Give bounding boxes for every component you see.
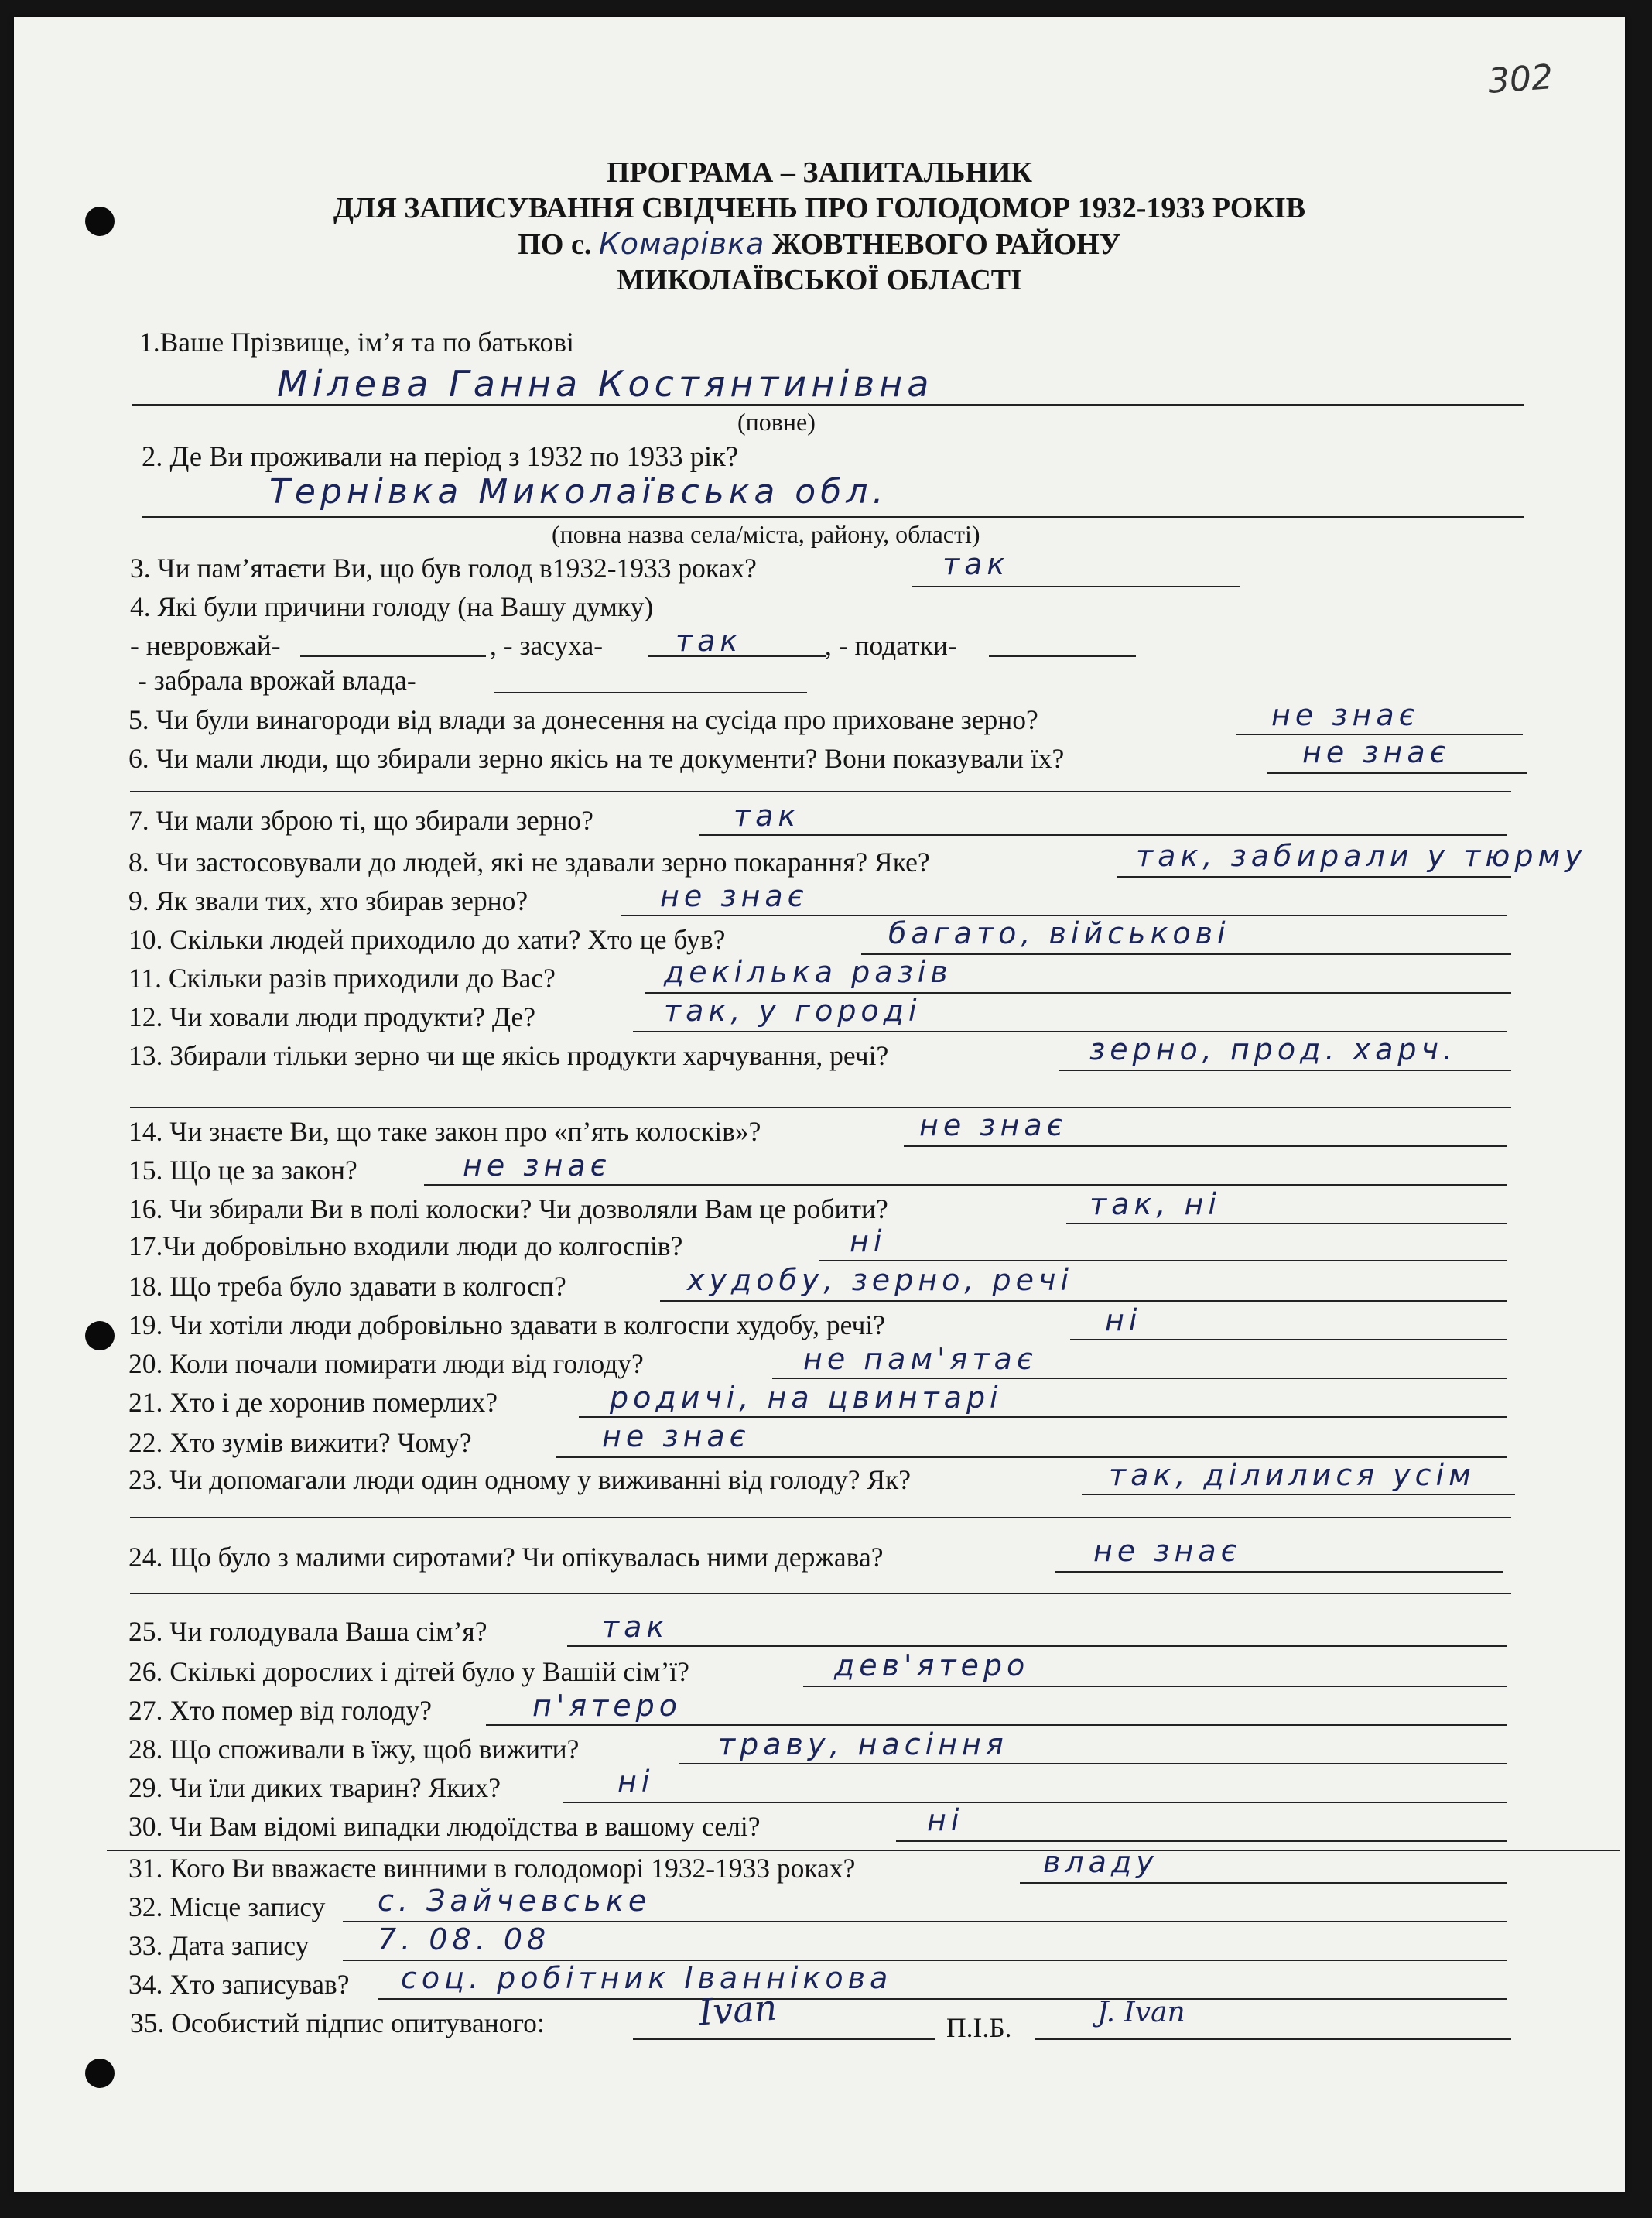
- q10-rule: [861, 953, 1511, 955]
- q23-answer: так, ділилися усім: [1109, 1458, 1476, 1492]
- q7-answer: так: [734, 799, 801, 833]
- q19-label: 19. Чи хотіли люди добровільно здавати в колгоспи худобу, речі?: [128, 1309, 885, 1340]
- form-subtitle: ДЛЯ ЗАПИСУВАННЯ СВІДЧЕНЬ ПРО ГОЛОДОМОР 1932-1933 РОКІВ: [333, 192, 1306, 224]
- q14-answer: не знає: [919, 1108, 1068, 1142]
- form-header: [14, 155, 1625, 298]
- q12-label: 12. Чи ховали люди продукти? Де?: [128, 1001, 536, 1032]
- form-village-line: ПО с. Комарівка ЖОВТНЕВОГО РАЙОНУ: [518, 227, 1121, 261]
- q8-label: 8. Чи застосовували до людей, які не здавали зерно покарання? Яке?: [128, 847, 930, 878]
- q12-answer: так, у городі: [664, 994, 922, 1028]
- q13-continuation-rule: [130, 1107, 1511, 1108]
- q27-answer: п'ятеро: [532, 1689, 682, 1723]
- q25-answer: так: [602, 1610, 669, 1644]
- q9-answer: не знає: [660, 879, 809, 913]
- questionnaire-page: [14, 17, 1625, 2192]
- q23-continuation-rule: [130, 1517, 1511, 1518]
- q3-rule: [912, 586, 1240, 587]
- q4-label: 4. Які були причини голоду (на Вашу думку): [130, 591, 654, 622]
- q32-label: 32. Місце запису: [128, 1891, 326, 1922]
- q34-label: 34. Хто записував?: [128, 1969, 350, 2000]
- q25-rule: [567, 1645, 1507, 1647]
- q30-label: 30. Чи Вам відомі випадки людоїдства в вашому селі?: [128, 1811, 761, 1842]
- q10-label: 10. Скільки людей приходило до хати? Хто це був?: [128, 924, 726, 955]
- village-handwritten: Комарівка: [598, 227, 765, 261]
- q3-label: 3. Чи пам’ятаєти Ви, що був голод в1932-1933 роках?: [130, 553, 757, 584]
- q31-separator-rule: [107, 1850, 1620, 1851]
- q31-answer: владу: [1043, 1845, 1158, 1879]
- q35-signature-rule: [633, 2038, 935, 2040]
- q26-answer: дев'ятеро: [834, 1648, 1030, 1682]
- q4-drought-rule: [648, 655, 826, 657]
- q2-rule: [142, 516, 1524, 518]
- q2-caption: (повна назва села/міста, району, області): [552, 520, 980, 548]
- q28-label: 28. Що споживали в їжу, щоб вижити?: [128, 1734, 580, 1764]
- q20-rule: [772, 1378, 1507, 1379]
- q5-label: 5. Чи були винагороди від влади за донесення на сусіда про приховане зерно?: [128, 704, 1038, 735]
- q22-label: 22. Хто зумів вижити? Чому?: [128, 1427, 472, 1458]
- q35-pib-rule: [1035, 2038, 1511, 2040]
- q18-answer: худобу, зерно, речі: [687, 1263, 1074, 1297]
- q34-rule: [378, 1998, 1507, 2000]
- q16-label: 16. Чи збирали Ви в полі колоски? Чи дозволяли Вам це робити?: [128, 1193, 888, 1224]
- q32-answer: с. Зайчевське: [378, 1884, 652, 1918]
- q15-rule: [424, 1184, 1507, 1186]
- q30-answer: ні: [927, 1803, 964, 1837]
- form-title: ПРОГРАМА – ЗАПИТАЛЬНИК: [606, 156, 1033, 189]
- q18-label: 18. Що треба було здавати в колгосп?: [128, 1271, 566, 1302]
- q24-answer: не знає: [1093, 1534, 1242, 1568]
- q23-rule: [1082, 1494, 1515, 1495]
- q19-answer: ні: [1105, 1303, 1142, 1337]
- q4-tax-rule: [989, 655, 1136, 657]
- q4-crop-rule: [300, 655, 486, 657]
- interviewer-signature: J. Ivan: [1097, 1997, 1185, 2028]
- q2-answer: Тернівка Миколаївська обл.: [269, 472, 888, 512]
- q35-pib-label: П.І.Б.: [946, 2012, 1012, 2043]
- q33-answer: 7. 08. 08: [378, 1922, 551, 1956]
- q31-rule: [1020, 1882, 1507, 1884]
- q17-rule: [819, 1260, 1507, 1261]
- respondent-signature: Ivan: [697, 1986, 778, 2034]
- q14-label: 14. Чи знаєте Ви, що таке закон про «п’ять колосків»?: [128, 1116, 761, 1147]
- q17-answer: ні: [850, 1224, 887, 1258]
- q4-drought-answer: так: [676, 624, 743, 658]
- page-number: 302: [1486, 57, 1555, 101]
- q20-answer: не пам'ятає: [803, 1342, 1038, 1376]
- q34-answer: соц. робітник Іванніковa: [401, 1961, 893, 1995]
- punch-hole-middle: [85, 1321, 115, 1350]
- q6-continuation-rule: [130, 791, 1511, 792]
- q33-label: 33. Дата запису: [128, 1930, 310, 1961]
- q5-answer: не знає: [1271, 698, 1420, 732]
- q4-gov-label: - забрала врожай влада-: [138, 665, 416, 696]
- q21-rule: [579, 1416, 1507, 1418]
- q24-label: 24. Що було з малими сиротами? Чи опікувалась ними держава?: [128, 1542, 884, 1573]
- q21-label: 21. Хто і де хоронив померлих?: [128, 1387, 498, 1418]
- q35-label: 35. Особистий підпис опитуваного:: [130, 2007, 545, 2038]
- q16-rule: [1066, 1223, 1507, 1224]
- q13-rule: [1059, 1070, 1511, 1071]
- q6-label: 6. Чи мали люди, що збирали зерно якісь на те документи? Вони показували їх?: [128, 743, 1065, 774]
- q11-answer: декілька разів: [664, 955, 953, 989]
- q13-answer: зерно, прод. харч.: [1089, 1032, 1458, 1066]
- q20-label: 20. Коли почали помирати люди від голоду?: [128, 1348, 644, 1379]
- q14-rule: [904, 1145, 1507, 1147]
- q28-rule: [679, 1763, 1507, 1764]
- q4-gov-rule: [494, 692, 807, 693]
- q8-rule: [1117, 876, 1511, 878]
- q22-answer: не знає: [602, 1419, 751, 1453]
- q25-label: 25. Чи голодувала Ваша сім’я?: [128, 1616, 487, 1647]
- q18-rule: [660, 1300, 1507, 1302]
- q26-rule: [803, 1686, 1507, 1687]
- q31-label: 31. Кого Ви вважаєте винними в голодоморі 1932-1933 роках?: [128, 1853, 856, 1884]
- q15-answer: не знає: [463, 1148, 611, 1183]
- q13-label: 13. Збирали тільки зерно чи ще якісь продукти харчування, речі?: [128, 1040, 889, 1071]
- q6-answer: не знає: [1302, 735, 1451, 769]
- q4-crop-label: - невровжай-: [130, 630, 281, 661]
- q11-label: 11. Скільки разів приходили до Вас?: [128, 963, 556, 994]
- q3-answer: так: [942, 547, 1010, 581]
- q4-tax-label: , - податки-: [825, 630, 957, 661]
- q29-rule: [563, 1802, 1507, 1803]
- q24-continuation-rule: [130, 1593, 1511, 1594]
- q7-rule: [699, 834, 1507, 836]
- q27-label: 27. Хто помер від голоду?: [128, 1695, 433, 1726]
- punch-hole-bottom: [85, 2059, 115, 2088]
- q28-answer: траву, насіння: [718, 1727, 1008, 1761]
- q6-rule: [1267, 772, 1527, 774]
- q16-answer: так, ні: [1089, 1187, 1221, 1221]
- q21-answer: родичі, на цвинтарі: [610, 1381, 1003, 1415]
- q8-answer: так, забирали у тюрму: [1136, 839, 1587, 873]
- q7-label: 7. Чи мали зброю ті, що збирали зерно?: [128, 805, 593, 836]
- q1-answer: Мілева Ганна Костянтинівна: [277, 363, 934, 405]
- q29-label: 29. Чи їли диких тварин? Яких?: [128, 1772, 501, 1803]
- q10-answer: багато, військові: [888, 916, 1230, 950]
- q1-rule: [132, 404, 1524, 406]
- q9-label: 9. Як звали тих, хто збирав зерно?: [128, 885, 528, 916]
- q30-rule: [896, 1840, 1507, 1842]
- q1-label: 1.Ваше Прізвище, ім’я та по батькові: [139, 327, 574, 358]
- q24-rule: [1055, 1571, 1503, 1573]
- q2-label: 2. Де Ви проживали на період з 1932 по 1933 рік?: [142, 440, 739, 472]
- q1-caption: (повне): [737, 408, 816, 436]
- q26-label: 26. Скількі дорослих і дітей було у Вашій сім’ї?: [128, 1656, 689, 1687]
- q19-rule: [1070, 1339, 1507, 1340]
- form-region: МИКОЛАЇВСЬКОЇ ОБЛАСТІ: [617, 264, 1022, 296]
- q27-rule: [486, 1724, 1507, 1726]
- q23-label: 23. Чи допомагали люди один одному у виживанні від голоду? Як?: [128, 1464, 912, 1495]
- q29-answer: ні: [617, 1764, 655, 1799]
- q15-label: 15. Що це за закон?: [128, 1155, 357, 1186]
- q4-drought-label: , - засуха-: [490, 630, 604, 661]
- q17-label: 17.Чи добровільно входили люди до колгоспів?: [128, 1231, 683, 1261]
